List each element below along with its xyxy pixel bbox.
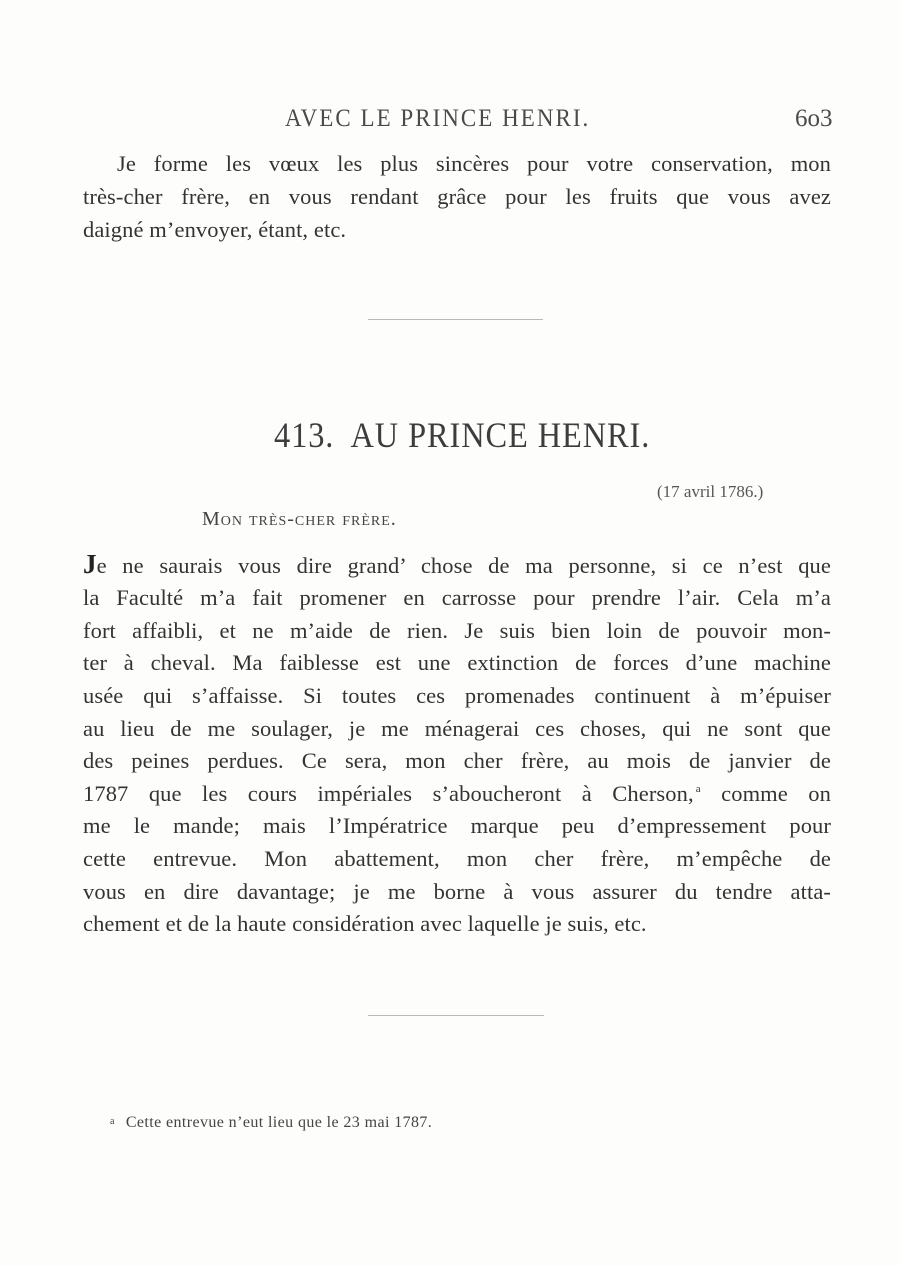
footnote-reference[interactable]: a: [695, 783, 701, 795]
section-separator: [368, 319, 543, 320]
text-line: [83, 548, 831, 581]
text-line: la Faculté m’a fait promener en carrosse pour prendre l’air. Cela m’a: [83, 585, 831, 610]
letter-salutation: Mon très-cher frère.: [202, 508, 397, 530]
text-line: me le mande; mais l’Impératrice marque peu d’empressement pour: [83, 813, 831, 838]
letter-date: (17 avril 1786.): [657, 482, 764, 501]
text-line: daigné m’envoyer, étant, etc.: [83, 217, 347, 242]
page-number: 6o3: [795, 105, 833, 132]
text-line: cette entrevue. Mon abattement, mon cher frère, m’empêche de: [83, 846, 831, 871]
letter-heading: [274, 413, 650, 457]
text-line: usée qui s’affaisse. Si toutes ces promenades continuent à m’épuiser: [83, 683, 831, 708]
footnote-text: Cette entrevue n’eut lieu que le 23 mai 1787.: [125, 1114, 433, 1131]
drop-cap: J: [83, 549, 97, 579]
letter-title: AU PRINCE HENRI.: [350, 415, 651, 455]
text-line: au lieu de me soulager, je me ménagerai ces choses, qui ne sont que: [83, 716, 831, 741]
text-line: chement et de la haute considération avec laquelle je suis, etc.: [83, 911, 647, 936]
text-line: des peines perdues. Ce sera, mon cher frère, au mois de janvier de: [83, 748, 831, 773]
running-header-title: AVEC LE PRINCE HENRI.: [285, 105, 591, 132]
text-line: ter à cheval. Ma faiblesse est une extinction de forces d’une machine: [83, 650, 831, 675]
letter-number: 413.: [274, 415, 335, 455]
text-line-content: comme on: [700, 781, 831, 806]
text-line: fort affaibli, et ne m’aide de rien. Je suis bien loin de pouvoir mon-: [83, 618, 831, 643]
text-line: [83, 777, 831, 810]
text-line: Je forme les vœux les plus sincères pour votre conservation, mon: [117, 151, 831, 176]
text-line: vous en dire davantage; je me borne à vous assurer du tendre atta-: [83, 879, 831, 904]
section-separator: [368, 1015, 544, 1016]
text-line-content: e ne saurais vous dire grand’ chose de ma personne, si ce n’est que: [96, 553, 831, 578]
text-line: très-cher frère, en vous rendant grâce pour les fruits que vous avez: [83, 184, 831, 209]
footnote-mark: a: [110, 1116, 115, 1127]
text-line-content: 1787 que les cours impériales s’aboucheront à Cherson,: [83, 781, 694, 806]
footnote: [110, 1111, 432, 1134]
